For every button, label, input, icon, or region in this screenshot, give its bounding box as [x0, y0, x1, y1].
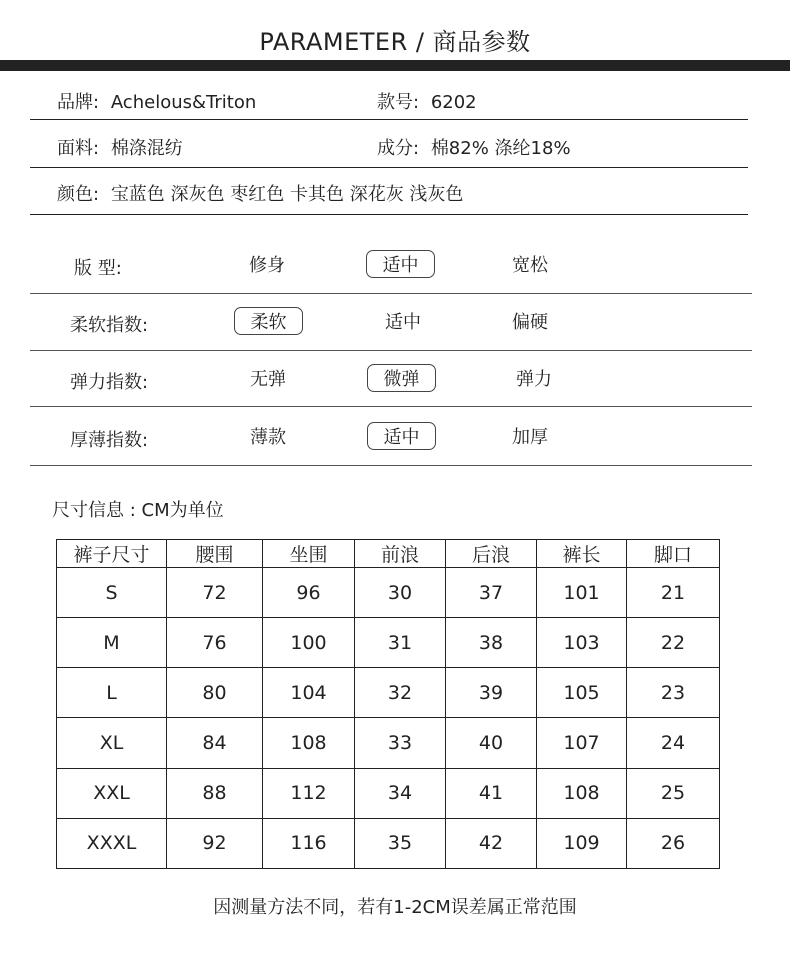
table-cell: 76: [167, 618, 263, 668]
table-cell: 35: [355, 818, 446, 868]
attribute-option: 适中: [385, 312, 421, 333]
table-cell: 108: [537, 768, 627, 818]
attribute-option: 加厚: [512, 427, 548, 448]
table-cell: 39: [446, 668, 537, 718]
attribute-option: 弹力: [516, 369, 552, 390]
table-row: [57, 568, 720, 618]
composition-value: 棉82% 涤纶18%: [430, 138, 571, 159]
attribute-label: 厚薄指数:: [70, 430, 149, 451]
size-info-heading: 尺寸信息 : CM为单位: [52, 500, 224, 521]
column-header: 裤子尺寸: [57, 540, 167, 568]
attribute-divider: [30, 406, 752, 407]
table-cell: 38: [446, 618, 537, 668]
table-row: [57, 668, 720, 718]
table-cell: M: [57, 618, 167, 668]
table-cell: 103: [537, 618, 627, 668]
table-cell: 104: [263, 668, 355, 718]
column-header: 后浪: [446, 540, 537, 568]
attribute-option: 薄款: [250, 427, 286, 448]
table-cell: 112: [263, 768, 355, 818]
attribute-option-selected: 适中: [367, 422, 436, 450]
attribute-label: 版 型:: [74, 258, 122, 279]
fabric-label: 面料:: [57, 138, 100, 159]
table-cell: 22: [627, 618, 720, 668]
table-cell: 105: [537, 668, 627, 718]
table-cell: 32: [355, 668, 446, 718]
table-row: [57, 818, 720, 868]
info-divider: [30, 167, 748, 168]
table-cell: 30: [355, 568, 446, 618]
info-row-brand: [57, 88, 256, 114]
info-divider: [30, 119, 748, 120]
table-cell: S: [57, 568, 167, 618]
table-cell: 31: [355, 618, 446, 668]
attribute-option: 偏硬: [512, 312, 548, 333]
table-cell: 40: [446, 718, 537, 768]
table-cell: 37: [446, 568, 537, 618]
table-cell: 92: [167, 818, 263, 868]
fabric-value: 棉涤混纺: [110, 138, 183, 159]
brand-value: Achelous&Triton: [110, 92, 257, 113]
column-header: 坐围: [263, 540, 355, 568]
table-cell: 25: [627, 768, 720, 818]
table-cell: 84: [167, 718, 263, 768]
composition-label: 成分:: [377, 138, 420, 159]
column-header: 腰围: [167, 540, 263, 568]
info-row-composition: [377, 134, 571, 160]
info-row-style-no: [377, 88, 477, 114]
attribute-label: 柔软指数:: [70, 315, 149, 336]
style-no-value: 6202: [430, 92, 477, 113]
table-cell: 34: [355, 768, 446, 818]
brand-label: 品牌:: [57, 92, 100, 113]
column-header: 前浪: [355, 540, 446, 568]
table-cell: 41: [446, 768, 537, 818]
column-header: 脚口: [627, 540, 720, 568]
table-cell: L: [57, 668, 167, 718]
table-cell: XXL: [57, 768, 167, 818]
info-row-fabric: [57, 134, 183, 160]
table-cell: 23: [627, 668, 720, 718]
header-divider-bar: [0, 60, 790, 71]
table-cell: 72: [167, 568, 263, 618]
table-cell: 100: [263, 618, 355, 668]
table-cell: 109: [537, 818, 627, 868]
table-cell: 80: [167, 668, 263, 718]
style-no-label: 款号:: [377, 92, 420, 113]
attribute-option: 无弹: [250, 369, 286, 390]
colors-value: 宝蓝色 深灰色 枣红色 卡其色 深花灰 浅灰色: [110, 184, 464, 205]
table-row: [57, 618, 720, 668]
column-header: 裤长: [537, 540, 627, 568]
attribute-divider: [30, 350, 752, 351]
attribute-option: 宽松: [512, 255, 548, 276]
colors-label: 颜色:: [57, 184, 100, 205]
size-table: [56, 539, 720, 869]
table-cell: 107: [537, 718, 627, 768]
attribute-divider: [30, 293, 752, 294]
table-header-row: [57, 540, 720, 568]
table-cell: 101: [537, 568, 627, 618]
table-cell: 26: [627, 818, 720, 868]
attribute-divider: [30, 465, 752, 466]
attribute-option-selected: 柔软: [234, 307, 303, 335]
table-cell: 24: [627, 718, 720, 768]
table-cell: 33: [355, 718, 446, 768]
info-divider: [30, 214, 748, 215]
table-cell: XL: [57, 718, 167, 768]
measurement-note: 因测量方法不同，若有1-2CM误差属正常范围: [213, 897, 577, 918]
table-row: [57, 718, 720, 768]
table-cell: 88: [167, 768, 263, 818]
table-cell: 96: [263, 568, 355, 618]
table-cell: 42: [446, 818, 537, 868]
table-cell: XXXL: [57, 818, 167, 868]
attribute-label: 弹力指数:: [70, 372, 149, 393]
attribute-option-selected: 微弹: [367, 364, 436, 392]
page-title: PARAMETER / 商品参数: [259, 28, 531, 56]
table-cell: 108: [263, 718, 355, 768]
info-row-colors: [57, 180, 463, 206]
attribute-option-selected: 适中: [366, 250, 435, 278]
attribute-option: 修身: [249, 255, 285, 276]
table-cell: 21: [627, 568, 720, 618]
table-cell: 116: [263, 818, 355, 868]
table-row: [57, 768, 720, 818]
